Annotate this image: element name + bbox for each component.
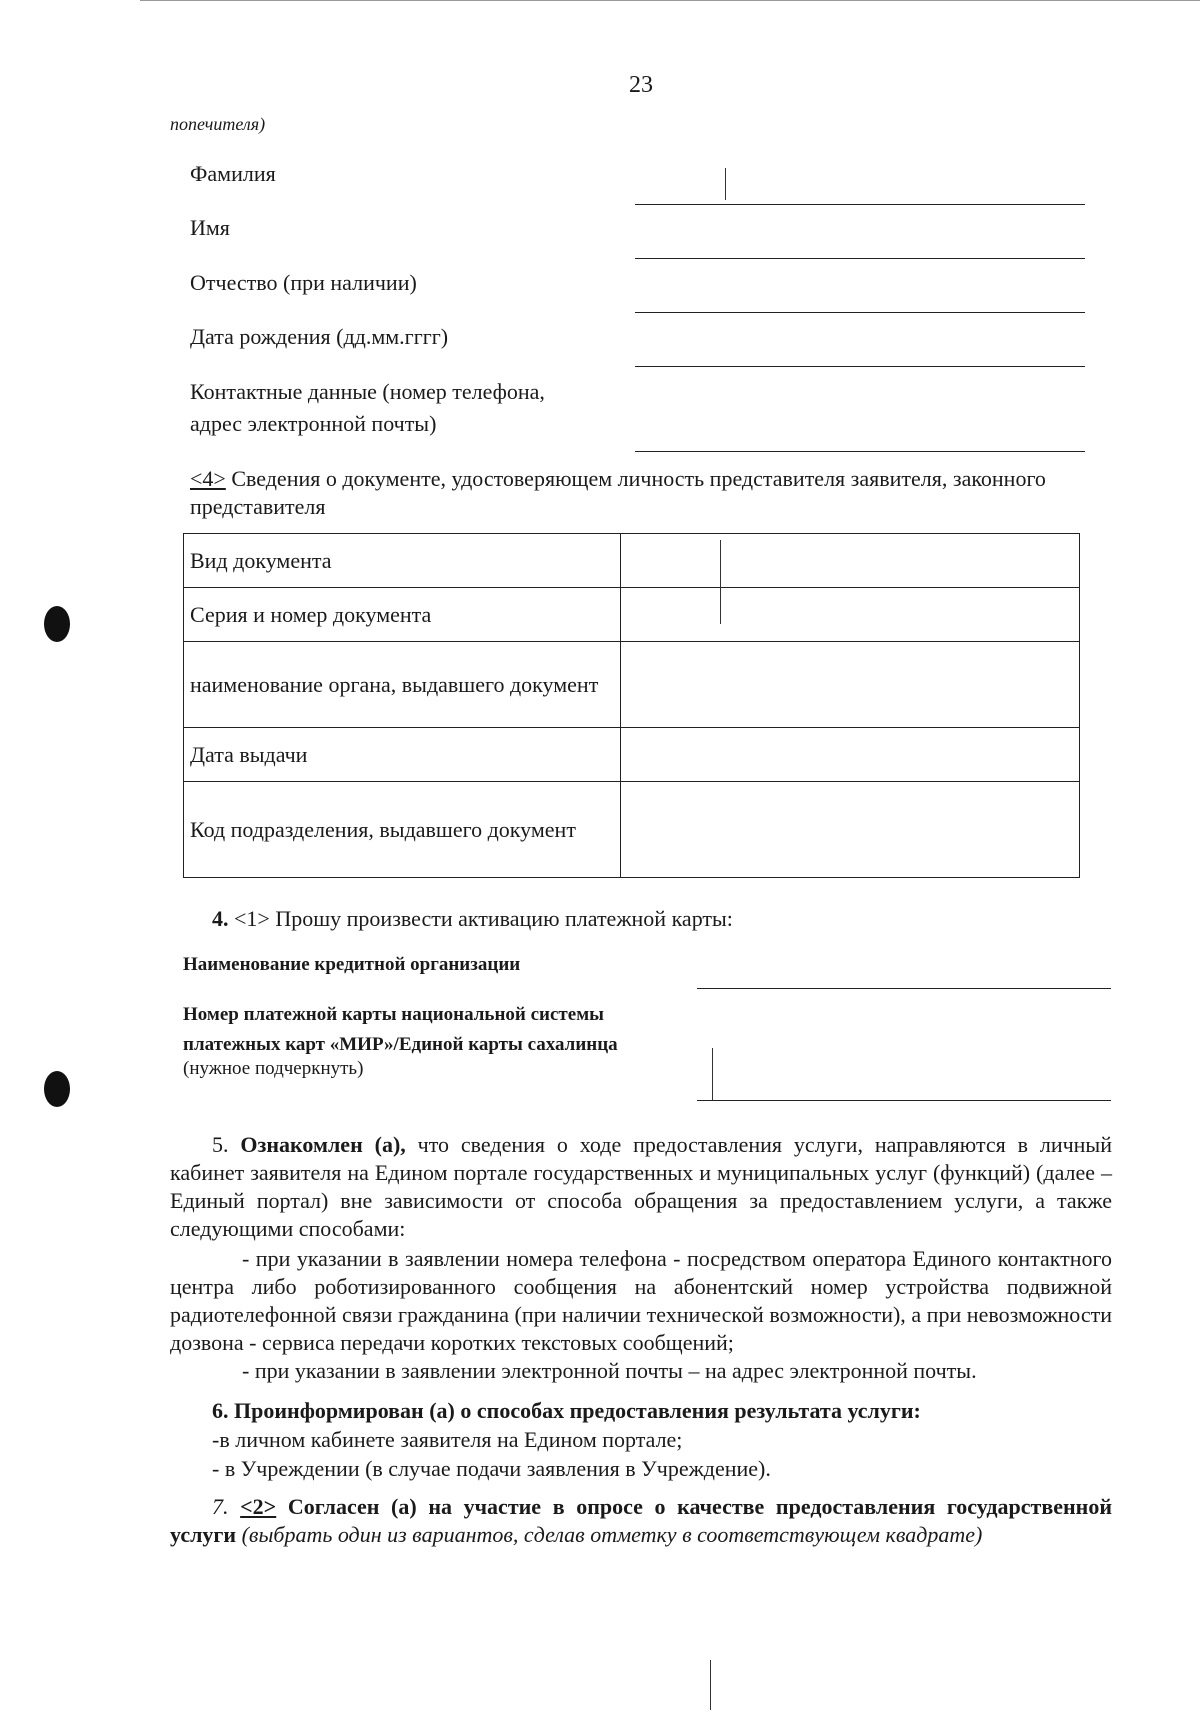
table-row [184, 534, 1080, 588]
field-label-contacts [190, 376, 545, 440]
page-number: 23 [629, 72, 653, 98]
item4-title [212, 906, 733, 932]
doc-section-title [190, 465, 1070, 521]
card-number-label-line2: платежных карт «МИР»/Единой карты сахалинца [183, 1034, 618, 1055]
row-value-issue-date[interactable] [621, 728, 1080, 782]
field-label-contacts-line1: Контактные данные (номер телефона, [190, 379, 545, 404]
card-number-hint: (нужное подчеркнуть) [183, 1058, 364, 1079]
field-label-name: Имя [190, 215, 230, 240]
field-label-surname: Фамилия [190, 161, 276, 186]
table-row [184, 728, 1080, 782]
id-document-table [183, 533, 1080, 878]
item4-number: 4. [212, 906, 229, 931]
item5-number: 5. [212, 1132, 241, 1157]
scan-mark [720, 540, 721, 624]
item5-bullet-phone [170, 1245, 1112, 1357]
field-label-contacts-line2: адрес электронной почты) [190, 411, 437, 436]
item6-line2: - в Учреждении (в случае подачи заявления в Учреждение). [212, 1456, 771, 1481]
doc-section-number: <4> [190, 466, 226, 491]
punch-hole-bottom [44, 1071, 70, 1107]
row-value-doc-number[interactable] [621, 588, 1080, 642]
punch-hole-top [44, 606, 70, 642]
scan-mark [712, 1048, 713, 1100]
row-value-subdivision-code[interactable] [621, 782, 1080, 878]
row-label-subdivision-code: Код подразделения, выдавшего документ [184, 782, 621, 878]
bank-name-label: Наименование кредитной организации [183, 954, 521, 975]
card-number-label-line1: Номер платежной карты национальной системы [183, 1004, 604, 1025]
field-line-surname[interactable] [635, 204, 1085, 205]
item7-italic: (выбрать один из вариантов, сделав отметку в соответствующем квадрате) [236, 1522, 983, 1547]
item7-paragraph [170, 1493, 1112, 1549]
item5-paragraph [170, 1131, 1112, 1243]
field-line-contacts[interactable] [635, 451, 1085, 452]
card-number-label [183, 1000, 618, 1060]
table-row [184, 588, 1080, 642]
scan-mark [725, 168, 726, 200]
item5-text: что сведения о ходе предоставления услуги, направляются в личный кабинет заявителя на Едином портале государственных и муниципальных услуг (функций) (далее – Единый портал) вне зависимости от способа обращения за предоставлением услуги, а также следующими способами: [170, 1132, 1112, 1241]
item5-bold: Ознакомлен (а), [240, 1132, 406, 1157]
field-line-patronymic[interactable] [635, 312, 1085, 313]
header-fragment: попечителя) [170, 114, 266, 134]
item5-bullet-email-text: - при указании в заявлении электронной почты – на адрес электронной почты. [242, 1358, 977, 1383]
row-value-doc-type[interactable] [621, 534, 1080, 588]
item7-ref: <2> [240, 1494, 277, 1519]
scan-mark [710, 1660, 711, 1710]
row-label-doc-number: Серия и номер документа [184, 588, 621, 642]
field-label-birthdate: Дата рождения (дд.мм.гггг) [190, 324, 449, 349]
bank-name-line[interactable] [697, 988, 1111, 989]
item5-bullet-email [170, 1357, 1112, 1385]
item6-line1: -в личном кабинете заявителя на Едином портале; [212, 1427, 683, 1452]
row-label-doc-type: Вид документа [184, 534, 621, 588]
field-line-birthdate[interactable] [635, 366, 1085, 367]
scan-top-edge [140, 0, 1200, 1]
field-label-patronymic: Отчество (при наличии) [190, 270, 417, 295]
doc-section-text: Сведения о документе, удостоверяющем личность представителя заявителя, законного представителя [190, 466, 1046, 519]
field-line-name[interactable] [635, 258, 1085, 259]
card-number-line[interactable] [697, 1100, 1111, 1101]
row-label-issue-date: Дата выдачи [184, 728, 621, 782]
table-row [184, 642, 1080, 728]
table-row [184, 782, 1080, 878]
row-label-issuer: наименование органа, выдавшего документ [184, 642, 621, 728]
item5-bullet-phone-text: - при указании в заявлении номера телефона - посредством оператора Единого контактного центра либо роботизированного сообщения на абонентский номер устройства подвижной радиотелефонной связи гражданина (при наличии технической возможности), а при невозможности дозвона - сервиса передачи коротких текстовых сообщений; [170, 1246, 1112, 1355]
item7-number: 7. [212, 1494, 241, 1519]
item4-text: <1> Прошу произвести активацию платежной карты: [228, 906, 733, 931]
row-value-issuer[interactable] [621, 642, 1080, 728]
item6-title: 6. Проинформирован (а) о способах предоставления результата услуги: [212, 1398, 921, 1423]
item7-bold: Согласен (а) на участие в опросе о качестве предоставления государственной услуги [170, 1494, 1113, 1547]
